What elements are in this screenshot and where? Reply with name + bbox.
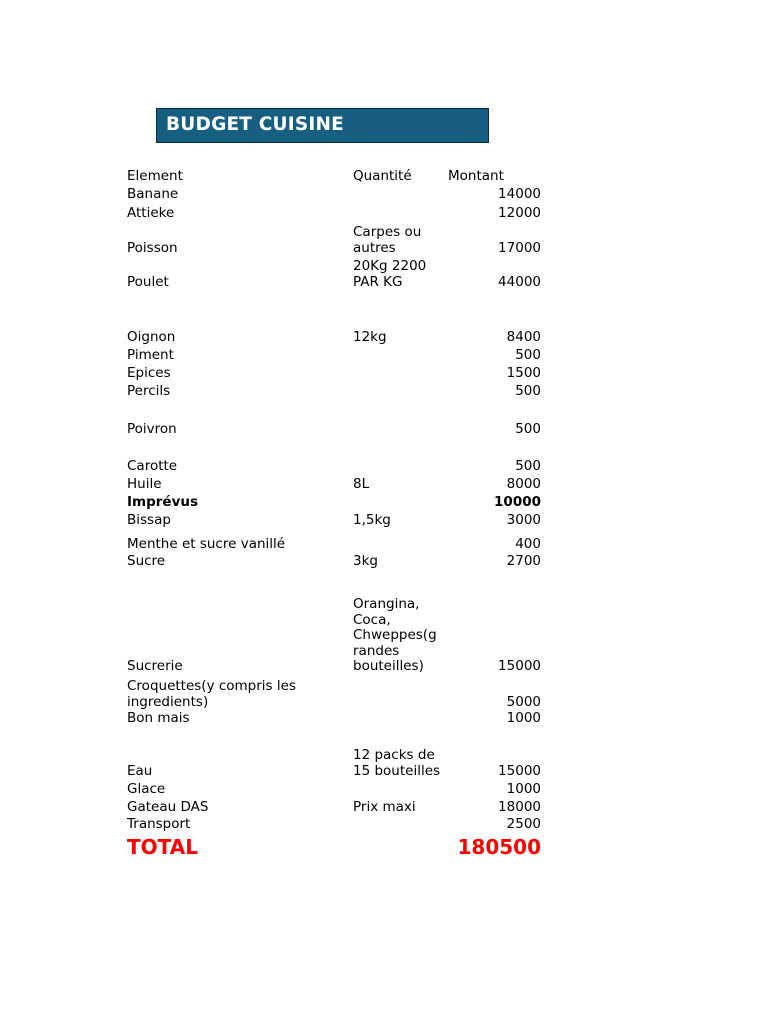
total-amount: 180500	[457, 835, 541, 859]
row-amount: 17000	[498, 239, 541, 256]
row-quantity: 12 packs de 15 bouteilles	[353, 747, 441, 779]
row-element: Transport	[127, 816, 191, 832]
row-amount: 15000	[498, 658, 541, 674]
row-amount: 500	[515, 458, 541, 474]
row-element: Oignon	[127, 329, 176, 345]
row-amount: 5000	[506, 693, 541, 710]
row-element: Piment	[127, 347, 174, 363]
row-element: Imprévus	[127, 494, 199, 510]
row-quantity: Orangina, Coca, Chweppes(g randes bouteilles)	[353, 596, 437, 674]
total-label: TOTAL	[127, 835, 198, 859]
row-quantity: 1,5kg	[353, 512, 391, 528]
row-element: Sucre	[127, 553, 166, 569]
row-element: Poivron	[127, 421, 177, 437]
row-amount: 10000	[494, 494, 541, 510]
row-amount: 8000	[506, 476, 541, 492]
row-element: Poulet	[127, 273, 169, 290]
row-element: Carotte	[127, 458, 178, 474]
title-banner	[156, 108, 489, 143]
row-element: Huile	[127, 476, 162, 492]
row-amount: 1000	[506, 710, 541, 726]
row-amount: 500	[515, 347, 541, 363]
row-element: Menthe et sucre vanillé	[127, 536, 286, 552]
row-element: Gateau DAS	[127, 799, 209, 815]
row-amount: 12000	[498, 205, 541, 221]
row-quantity: 20Kg 2200 PAR KG	[353, 258, 427, 290]
row-amount: 500	[515, 421, 541, 437]
row-amount: 2700	[506, 553, 541, 569]
row-element: Eau	[127, 762, 153, 779]
row-amount: 500	[515, 383, 541, 399]
row-element: Banane	[127, 186, 179, 202]
row-quantity: 12kg	[353, 329, 387, 345]
row-amount: 400	[515, 536, 541, 552]
row-element: Bissap	[127, 512, 171, 528]
row-element: Croquettes(y compris les ingredients)	[127, 678, 296, 710]
row-amount: 18000	[498, 799, 541, 815]
row-amount: 44000	[498, 273, 541, 290]
row-amount: 3000	[506, 512, 541, 528]
row-element: Epices	[127, 365, 171, 381]
row-quantity: 3kg	[353, 553, 378, 569]
row-amount: 15000	[498, 762, 541, 779]
row-element: Percils	[127, 383, 171, 399]
header-amount: Montant	[448, 168, 504, 184]
row-amount: 1000	[506, 781, 541, 797]
row-amount: 2500	[506, 816, 541, 832]
header-quantity: Quantité	[353, 168, 412, 184]
row-amount: 8400	[506, 329, 541, 345]
header-element: Element	[127, 168, 183, 184]
row-element: Poisson	[127, 239, 178, 256]
row-element: Glace	[127, 781, 166, 797]
row-element: Bon mais	[127, 710, 190, 726]
page-title: BUDGET CUISINE	[166, 114, 344, 135]
row-quantity: 8L	[353, 476, 370, 492]
row-element: Sucrerie	[127, 658, 183, 674]
row-amount: 1500	[506, 365, 541, 381]
row-quantity: Carpes ou autres	[353, 224, 422, 256]
row-amount: 14000	[498, 186, 541, 202]
row-element: Attieke	[127, 205, 175, 221]
row-quantity: Prix maxi	[353, 799, 416, 815]
